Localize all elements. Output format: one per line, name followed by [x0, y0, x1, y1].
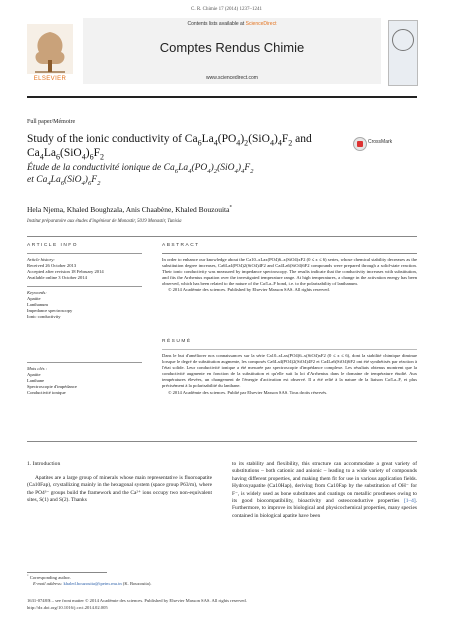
keywords-block [27, 290, 142, 320]
footnote-email-line [27, 581, 212, 587]
history-online: Available online 3 October 2014 [27, 275, 87, 280]
issn-line: 1631-0748/$ – see front matter © 2014 Académie des sciences. Published by Elsevier Masson SAS. All rights reserved. [27, 598, 247, 603]
article-info-rule [27, 253, 142, 254]
resume-copyright: © 2014 Académie des sciences. Publié par Elsevier Masson SAS. Tous droits réservés. [168, 389, 328, 395]
abstract-body [162, 257, 417, 294]
history-heading: Article history: [27, 257, 55, 262]
article-title-en: Study of the ionic conductivity of $Ca_6La_4(PO_4)_2(SiO_4)_4F_2$ and $Ca_4La_6(SiO_4)_6F_2$ [27, 133, 312, 162]
masthead-center-panel [83, 18, 381, 84]
abstract-divider [27, 441, 417, 442]
keyword-item: Apatite [27, 296, 41, 301]
crossmark-icon [353, 137, 367, 151]
keywords-rule [27, 362, 142, 363]
email-suffix: (K. Bouzouita). [121, 581, 152, 586]
journal-masthead [27, 16, 417, 90]
abstract-rule [162, 253, 417, 254]
footnote-rule [27, 572, 107, 573]
mots-cles-block [27, 366, 142, 396]
article-type: Full paper/Mémoire [27, 119, 76, 125]
contents-availability [83, 21, 381, 27]
sciencedirect-link[interactable]: ScienceDirect [245, 21, 277, 27]
journal-reference: C. R. Chimie 17 (2014) 1237–1241 [191, 7, 262, 12]
resume-label: RÉSUMÉ [162, 339, 192, 344]
mot-cle-item: Apatite [27, 372, 41, 377]
corresponding-author-mark[interactable]: * [229, 204, 233, 211]
footnote [27, 575, 212, 587]
mot-cle-item: Lanthane [27, 378, 45, 383]
crossmark-badge[interactable] [353, 137, 413, 151]
keyword-item: Ionic conductivity [27, 314, 61, 319]
history-rule [27, 286, 142, 287]
intro-heading: 1. Introduction [27, 461, 61, 467]
doi-link[interactable]: http://dx.doi.org/10.1016/j.crci.2014.02.005 [27, 605, 108, 610]
mots-cles-heading: Mots clés : [27, 366, 48, 371]
contents-prefix: Contents lists available at [187, 21, 246, 27]
keywords-heading: Keywords: [27, 290, 47, 295]
article-info-label: ARTICLE INFO [27, 243, 78, 248]
email-prefix: E-mail address: [33, 581, 64, 586]
intro-right-column [232, 461, 417, 520]
publisher-name: ELSEVIER [33, 76, 67, 82]
journal-cover-thumbnail [388, 20, 418, 86]
elsevier-tree-logo-icon [27, 24, 73, 82]
footnote-label-text: Corresponding author. [29, 575, 71, 580]
abstract-label: ABSTRACT [162, 243, 200, 248]
article-title-fr: Étude de la conductivité ionique de $Ca_6La_4(PO_4)_2(SiO_4)_4F_2$ et $Ca_4La_6(SiO_4)_6F_2$ [27, 163, 254, 187]
journal-name: Comptes Rendus Chimie [159, 40, 305, 55]
abstract-copyright: © 2014 Académie des sciences. Published by Elsevier Masson SAS. All rights reserved. [168, 287, 330, 293]
header-divider [27, 236, 417, 237]
resume-rule [162, 349, 417, 350]
authors-names: Hela Njema, Khaled Boughzala, Anis Chaabène, Khaled Bouzouita [27, 205, 230, 214]
history-received: Received 26 October 2013 [27, 263, 77, 268]
history-accepted: Accepted after revision 18 February 2014 [27, 269, 104, 274]
author-email-link[interactable]: khaled.bouzouita@ipeim.rnu.tn [63, 581, 122, 586]
intro-left-column: Apatites are a large group of minerals whose main representative is fluoroapatite (Ca10Fap), crystallizing mainly in the hexagonal system (space group P63/m), where the PO4³⁻ groups build the framework and the Ca²⁺ ions occupy two non-equivalent sites, S(1) and S(2). Thanks [27, 475, 212, 504]
journal-url[interactable]: www.sciencedirect.com [206, 75, 258, 81]
keyword-item: Impedance spectroscopy [27, 308, 73, 313]
resume-text: Dans le but d'améliorer nos connaissances sur la série Ca10–xLax(PO4)6–x(SiO4)xF2 (0 ≤ x ≤ 6), dont la stabilité chimique diminue lorsque le degré de substitution augmente, les composés Ca6La4(PO4)2(SiO4)4F2 et Ca4La6(SiO4)6F2 ont été synthétisés par réaction à l'état solide. Leur conductivité ionique a été mesurée par spectroscopie d'impédance complexe. Les résultats obtenus montrent que la conductivité augmente en fonction de la substitution et qu'elle suit la loi d'Arrhenius dans le domaine de température étudié. Aux températures élevées, un changement de l'énergie d'activation est observé. Il a été relié à la nature de la liaison Ca/La–F, et plus précisément à la polarisabilité du lanthane. [162, 353, 417, 389]
resume-body [162, 353, 417, 396]
reference-link[interactable]: [1–4] [403, 498, 416, 505]
abstract-text: In order to enhance our knowledge about the Ca10–xLax(PO4)6–x(SiO4)xF2 (0 ≤ x ≤ 6) series, whose chemical stability decreases as the substitution degree increases, Ca6La4(PO4)2(SiO4)4F2 and Ca4La6(SiO4)6F2 compounds were prepared through a solid-state reaction. Their ionic conductivity was measured by impedance spectroscopy. The results indicate that the conductivity increases with substitution, and fits the Arrhenius equation over the investigated temperature range. At high temperatures, a change in the activation energy has been observed, which has been related to the nature of the Ca/La–F bond, i.e. to the polarizability of lanthanum. [162, 257, 417, 287]
footnote-mark: * [27, 573, 29, 578]
masthead-divider [27, 96, 417, 98]
mot-cle-item: Spectroscopie d'impédance [27, 384, 77, 389]
author-list [27, 205, 232, 214]
article-history [27, 257, 142, 281]
mot-cle-item: Conductivité ionique [27, 390, 66, 395]
keyword-item: Lanthanum [27, 302, 48, 307]
intro-right-text: to its stability and flexibility, this structure can accommodate a great variety of substitutions – both cationic and anionic – leading to a wide variety of compounds having different properties, and making them fit for use in various application fields. Hydroxyapatite (Ca10Hap), deriving from Ca10Fap by the substitution of OH⁻ for F⁻, is widely used as bone substitutes and coatings on metallic prostheses owing to its good biocompatibility, bioactivity and osteoconductive properties [232, 461, 417, 505]
crossmark-label: CrossMark [368, 139, 393, 145]
academy-seal-icon [392, 29, 414, 51]
intro-right-text-cont: . Furthermore, to improve its biological and physicochemical properties, many species contained in biological apatite have been [232, 498, 417, 519]
author-affiliation: Institut préparatoire aux études d'ingénieur de Monastir, 5019 Monastir, Tunisia [27, 219, 182, 224]
